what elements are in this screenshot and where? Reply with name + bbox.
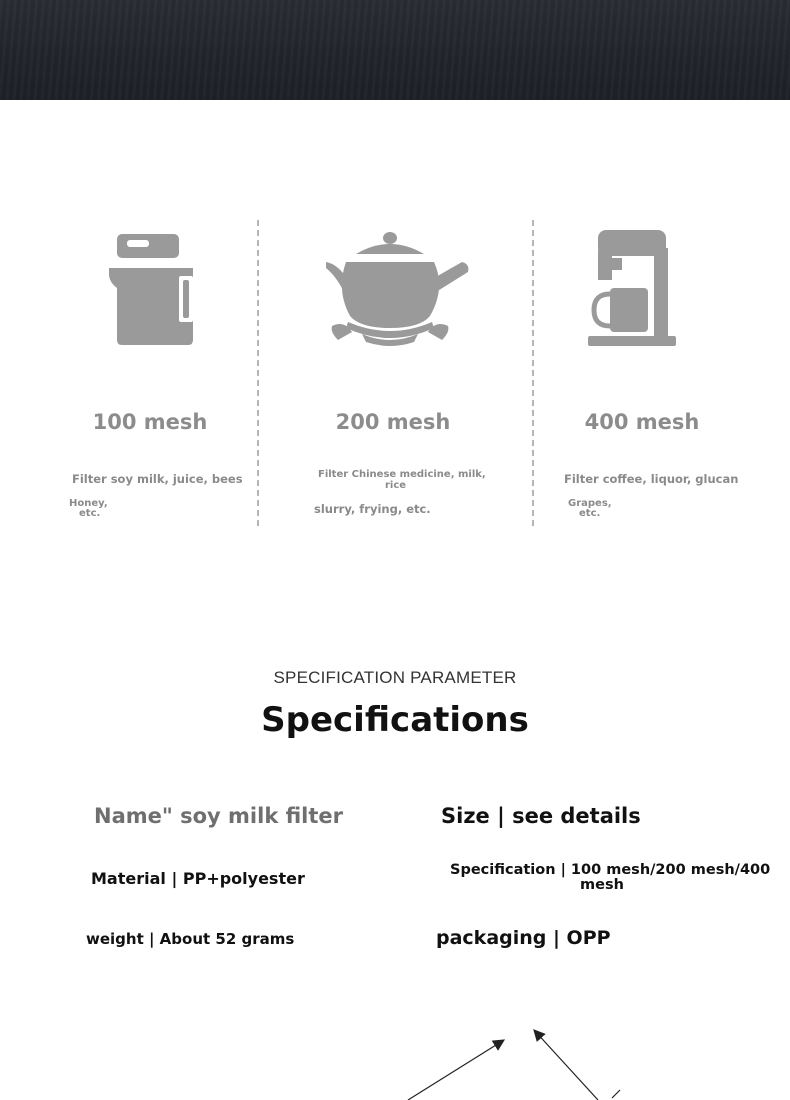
spec-weight: weight | About 52 grams (86, 930, 295, 948)
column-divider-1 (257, 220, 259, 526)
spec-specification-line2: mesh (580, 877, 624, 893)
use-description-200-line2: slurry, frying, etc. (314, 502, 431, 516)
spec-packaging: packaging | OPP (436, 927, 611, 949)
mesh-label-400: 400 mesh (584, 410, 700, 434)
soy-milk-maker-icon (105, 232, 199, 348)
mesh-label-100: 100 mesh (92, 410, 208, 434)
use-description-100: Filter soy milk, juice, bees (72, 472, 243, 486)
spec-material: Material | PP+polyester (91, 869, 305, 888)
use-description-200: Filter Chinese medicine, milk, (318, 469, 486, 480)
section-subtitle: SPECIFICATION PARAMETER (273, 668, 517, 687)
use-description-100-line2: Honey, (69, 498, 108, 509)
mesh-label-200: 200 mesh (335, 410, 451, 434)
coffee-machine-icon (586, 228, 680, 348)
spec-specification: Specification | 100 mesh/200 mesh/400 (450, 862, 771, 878)
column-divider-2 (532, 220, 534, 526)
use-description-400-line2: Grapes, (568, 498, 612, 509)
spec-name: Name" soy milk filter (94, 804, 344, 828)
use-description-100-line3: etc. (79, 508, 101, 519)
teapot-icon (322, 228, 472, 346)
spec-size: Size | see details (441, 804, 641, 828)
dimension-arrows (0, 1000, 790, 1100)
use-description-400: Filter coffee, liquor, glucan (564, 472, 739, 486)
use-description-200-line1b: rice (385, 480, 407, 491)
section-title: Specifications (261, 700, 529, 740)
use-description-400-line3: etc. (579, 508, 601, 519)
top-banner-image (0, 0, 790, 100)
